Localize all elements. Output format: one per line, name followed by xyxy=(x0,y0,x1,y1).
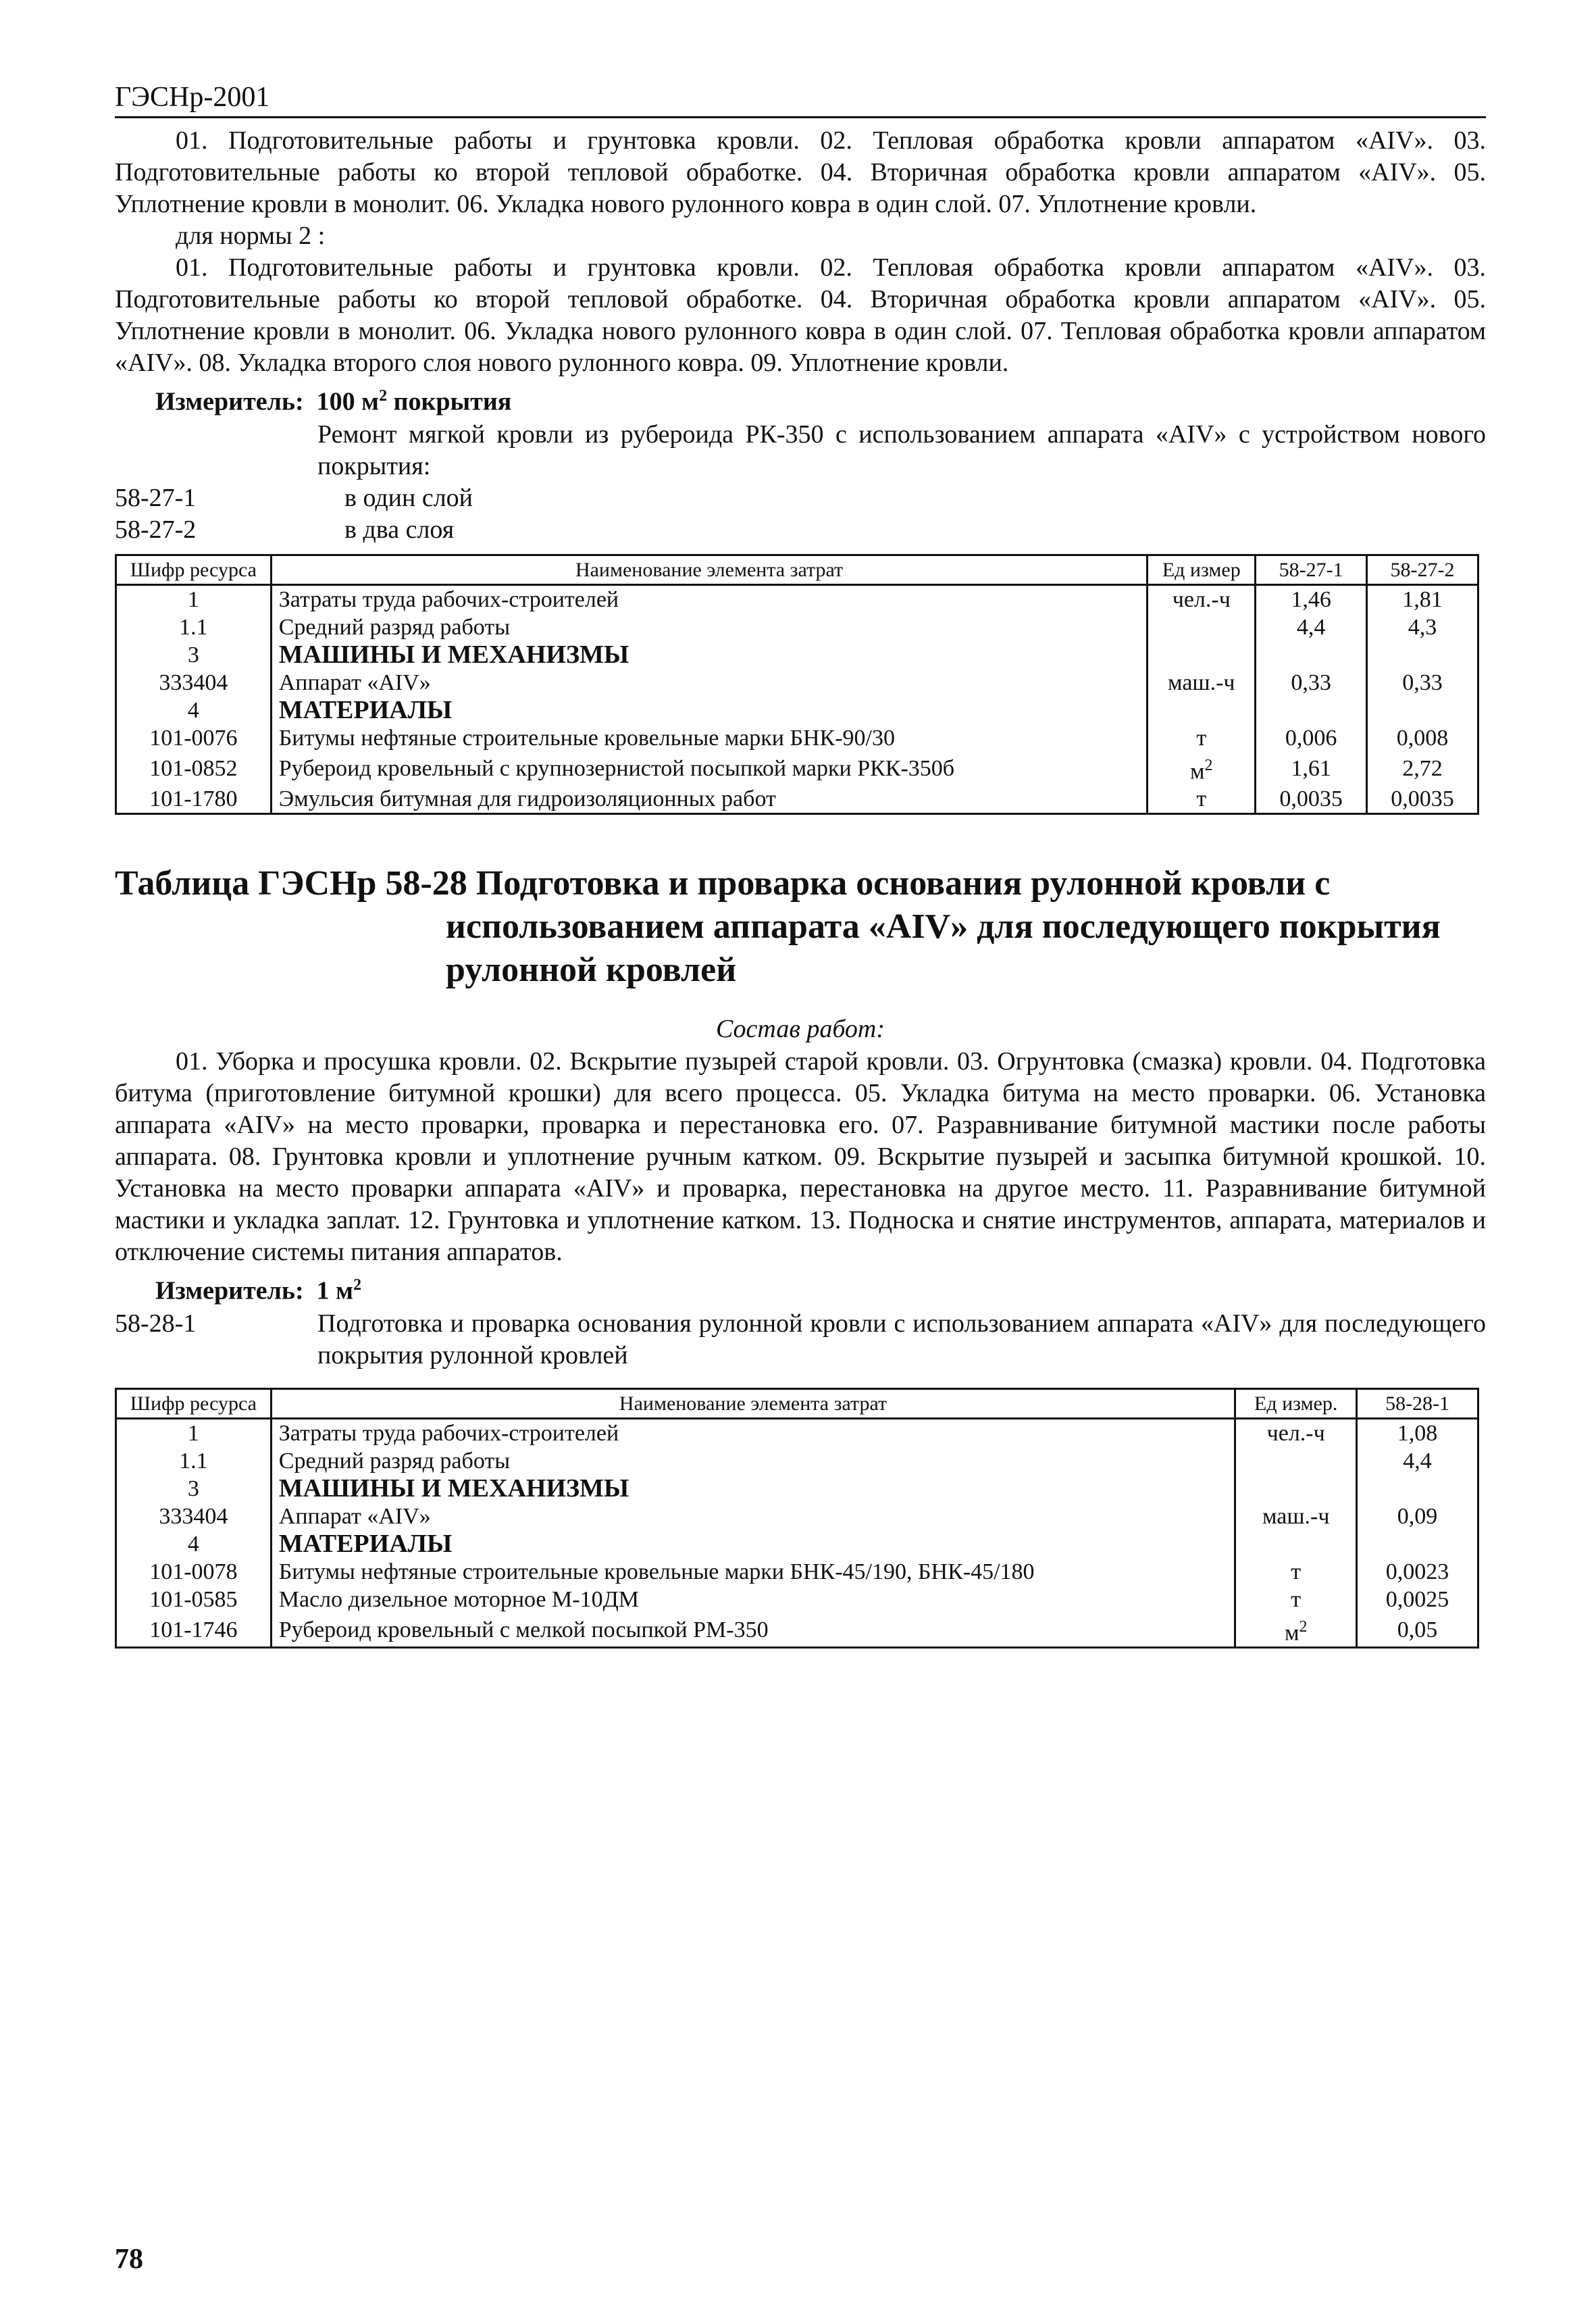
col-header-norm1: 58-28-1 xyxy=(1357,1388,1478,1418)
norm-code: 58-28-1 xyxy=(115,1309,197,1338)
cell-value xyxy=(1367,697,1478,724)
norm-text: в два слоя xyxy=(344,515,455,544)
norm-code: 58-27-1 xyxy=(115,483,197,512)
cell-unit: т xyxy=(1235,1558,1357,1586)
unit-text: м xyxy=(1284,1619,1299,1645)
cell-unit xyxy=(1235,1475,1357,1503)
measure-sup: 2 xyxy=(379,387,388,405)
cell-unit: т xyxy=(1148,785,1256,814)
cell-name: Рубероид кровельный с крупнозернистой посыпкой марки РКК-350б xyxy=(271,752,1148,785)
cell-value xyxy=(1357,1475,1478,1503)
table-header-row xyxy=(116,555,1478,584)
cell-code: 1 xyxy=(116,1418,272,1447)
cell-code: 4 xyxy=(116,697,272,724)
table-row xyxy=(116,1558,1478,1586)
work-composition-norm-2: 01. Подготовительные работы и грунтовка кровли. 02. Тепловая обработка кровли аппаратом «AIV». 03. Подготовительные работы ко второй тепловой обработке. 04. Вторичная обработка кровли аппаратом «AIV». 05. Уплотнение кровли в монолит. 06. Укладка нового рулонного ковра в один слой. 07. Тепловая обработка кровли аппаратом «AIV». 08. Укладка второго слоя нового рулонного ковра. 09. Уплотнение кровли. xyxy=(115,253,1486,377)
unit-sup: 2 xyxy=(1299,1617,1308,1636)
for-norm-2-label: для нормы 2 : xyxy=(176,222,326,250)
table-row xyxy=(116,724,1478,752)
document-header: ГЭСНр-2001 xyxy=(115,81,1486,118)
cell-value: 0,0023 xyxy=(1357,1558,1478,1586)
table-row-section xyxy=(116,697,1478,724)
cell-code: 3 xyxy=(116,1475,272,1503)
table-row-section xyxy=(116,1530,1478,1558)
cell-section-name: МАТЕРИАЛЫ xyxy=(271,697,1148,724)
cell-value: 0,006 xyxy=(1256,724,1367,752)
cell-value: 1,81 xyxy=(1367,584,1478,613)
col-header-code: Шифр ресурса xyxy=(116,555,272,584)
table-row xyxy=(116,752,1478,785)
cell-value: 4,4 xyxy=(1256,613,1367,641)
table-row xyxy=(116,1418,1478,1447)
norm-description xyxy=(115,419,1486,482)
table-row xyxy=(116,1447,1478,1475)
cell-value xyxy=(1367,641,1478,669)
cell-name: Затраты труда рабочих-строителей xyxy=(271,1418,1235,1447)
table-row-section xyxy=(116,1475,1478,1503)
cell-unit xyxy=(1235,1530,1357,1558)
resource-table-58-27 xyxy=(115,554,1479,815)
cell-value: 0,05 xyxy=(1357,1613,1478,1648)
norm-description-text: Ремонт мягкой кровли из рубероида РК-350 с использованием аппарата «AIV» с устройством нового покрытия: xyxy=(317,420,1486,480)
unit-sup: 2 xyxy=(1204,756,1213,774)
cell-name: Аппарат «AIV» xyxy=(271,669,1148,697)
cell-value: 1,46 xyxy=(1256,584,1367,613)
cell-value: 4,3 xyxy=(1367,613,1478,641)
cell-section-name: МАТЕРИАЛЫ xyxy=(271,1530,1235,1558)
work-composition-norm-1: 01. Подготовительные работы и грунтовка кровли. 02. Тепловая обработка кровли аппаратом «AIV». 03. Подготовительные работы ко второй тепловой обработке. 04. Вторичная обработка кровли аппаратом «AIV». 05. Уплотнение кровли в монолит. 06. Укладка нового рулонного ковра в один слой. 07. Уплотнение кровли. xyxy=(115,126,1486,218)
cell-unit: маш.-ч xyxy=(1235,1503,1357,1530)
unit-text: м xyxy=(1190,758,1205,784)
document-page xyxy=(115,81,1486,1649)
table-row xyxy=(116,785,1478,814)
cell-code: 101-0076 xyxy=(116,724,272,752)
cell-code: 333404 xyxy=(116,1503,272,1530)
cell-unit xyxy=(1148,697,1256,724)
cell-unit xyxy=(1148,613,1256,641)
measure-sup: 2 xyxy=(353,1276,362,1294)
resource-table-58-28 xyxy=(115,1388,1479,1649)
cell-code: 101-0585 xyxy=(116,1586,272,1613)
col-header-name: Наименование элемента затрат xyxy=(271,1388,1235,1418)
cell-unit: чел.-ч xyxy=(1148,584,1256,613)
cell-code: 1.1 xyxy=(116,613,272,641)
measure-unit-1 xyxy=(155,379,1486,419)
table-header-row xyxy=(116,1388,1478,1418)
norm-58-27-2 xyxy=(115,514,1486,546)
norm-text: Подготовка и проварка основания рулонной кровли с использованием аппарата «AIV» для последующего покрытия рулонной кровлей xyxy=(317,1309,1486,1369)
cell-code: 3 xyxy=(116,641,272,669)
cell-unit xyxy=(1148,752,1256,785)
table-58-28-title: Таблица ГЭСНр 58-28 Подготовка и проварка основания рулонной кровли с использованием аппарата «AIV» для последующего покрытия рулонной кровлей xyxy=(115,863,1441,989)
col-header-norm1: 58-27-1 xyxy=(1256,555,1367,584)
cell-name: Масло дизельное моторное М-10ДМ xyxy=(271,1586,1235,1613)
cell-value: 4,4 xyxy=(1357,1447,1478,1475)
table-row-section xyxy=(116,641,1478,669)
measure-value: 1 м xyxy=(316,1276,354,1305)
cell-unit xyxy=(1235,1613,1357,1648)
cell-value: 0,33 xyxy=(1256,669,1367,697)
cell-code: 101-0852 xyxy=(116,752,272,785)
table-row xyxy=(116,1613,1478,1648)
cell-value: 1,08 xyxy=(1357,1418,1478,1447)
col-header-name: Наименование элемента затрат xyxy=(271,555,1148,584)
table-row xyxy=(116,1503,1478,1530)
cell-unit: т xyxy=(1148,724,1256,752)
cell-unit: т xyxy=(1235,1586,1357,1613)
measure-tail: покрытия xyxy=(387,387,512,416)
composition-label: Состав работ: xyxy=(715,1014,885,1043)
cell-code: 1 xyxy=(116,584,272,613)
cell-name: Битумы нефтяные строительные кровельные марки БНК-45/190, БНК-45/180 xyxy=(271,1558,1235,1586)
cell-value: 0,09 xyxy=(1357,1503,1478,1530)
cell-unit: чел.-ч xyxy=(1235,1418,1357,1447)
col-header-unit: Ед измер. xyxy=(1235,1388,1357,1418)
cell-name: Затраты труда рабочих-строителей xyxy=(271,584,1148,613)
cell-code: 333404 xyxy=(116,669,272,697)
cell-code: 101-1780 xyxy=(116,785,272,814)
cell-value: 0,0035 xyxy=(1367,785,1478,814)
measure-unit-2 xyxy=(155,1268,1486,1308)
norm-code: 58-27-2 xyxy=(115,515,197,544)
table-row xyxy=(116,613,1478,641)
cell-value xyxy=(1256,641,1367,669)
cell-value xyxy=(1256,697,1367,724)
norm-58-28-1 xyxy=(115,1308,1486,1372)
work-composition-58-28: 01. Уборка и просушка кровли. 02. Вскрытие пузырей старой кровли. 03. Огрунтовка (смазка) кровли. 04. Подготовка битума (приготовление битумной крошки) для всего процесса. 05. Укладка битума на место проварки. 06. Установка аппарата «AIV» на место проварки, проварка и перестановка его. 07. Разравнивание битумной мастики после работы аппарата. 08. Грунтовка кровли и уплотнение ручным катком. 09. Вскрытие пузырей и засыпка битумной крошкой. 10. Установка на место проварки аппарата «AIV» и проварка, перестановка на другое место. 11. Разравнивание битумной мастики и укладка заплат. 12. Грунтовка и уплотнение катком. 13. Подноска и снятие инструментов, аппарата, материалов и отключение системы питания аппаратов. xyxy=(115,1047,1486,1266)
cell-unit: маш.-ч xyxy=(1148,669,1256,697)
cell-value: 0,008 xyxy=(1367,724,1478,752)
cell-name: Средний разряд работы xyxy=(271,1447,1235,1475)
cell-code: 101-0078 xyxy=(116,1558,272,1586)
cell-code: 101-1746 xyxy=(116,1613,272,1648)
cell-name: Средний разряд работы xyxy=(271,613,1148,641)
norm-58-27-1 xyxy=(115,482,1486,514)
cell-name: Рубероид кровельный с мелкой посыпкой РМ-350 xyxy=(271,1613,1235,1648)
table-row xyxy=(116,584,1478,613)
cell-value xyxy=(1357,1530,1478,1558)
table-row xyxy=(116,669,1478,697)
measure-label: Измеритель: xyxy=(155,1276,304,1305)
cell-unit xyxy=(1235,1447,1357,1475)
norm-text: в один слой xyxy=(344,483,473,512)
cell-code: 4 xyxy=(116,1530,272,1558)
col-header-unit: Ед измер xyxy=(1148,555,1256,584)
cell-section-name: МАШИНЫ И МЕХАНИЗМЫ xyxy=(271,1475,1235,1503)
cell-section-name: МАШИНЫ И МЕХАНИЗМЫ xyxy=(271,641,1148,669)
cell-value: 0,33 xyxy=(1367,669,1478,697)
cell-unit xyxy=(1148,641,1256,669)
cell-value: 0,0025 xyxy=(1357,1586,1478,1613)
cell-name: Эмульсия битумная для гидроизоляционных работ xyxy=(271,785,1148,814)
page-number: 78 xyxy=(115,2244,143,2275)
cell-code: 1.1 xyxy=(116,1447,272,1475)
col-header-norm2: 58-27-2 xyxy=(1367,555,1478,584)
cell-name: Битумы нефтяные строительные кровельные марки БНК-90/30 xyxy=(271,724,1148,752)
cell-value: 0,0035 xyxy=(1256,785,1367,814)
col-header-code: Шифр ресурса xyxy=(116,1388,272,1418)
measure-label: Измеритель: xyxy=(155,387,304,416)
measure-value: 100 м xyxy=(316,387,380,416)
table-row xyxy=(116,1586,1478,1613)
cell-name: Аппарат «AIV» xyxy=(271,1503,1235,1530)
cell-value: 1,61 xyxy=(1256,752,1367,785)
cell-value: 2,72 xyxy=(1367,752,1478,785)
